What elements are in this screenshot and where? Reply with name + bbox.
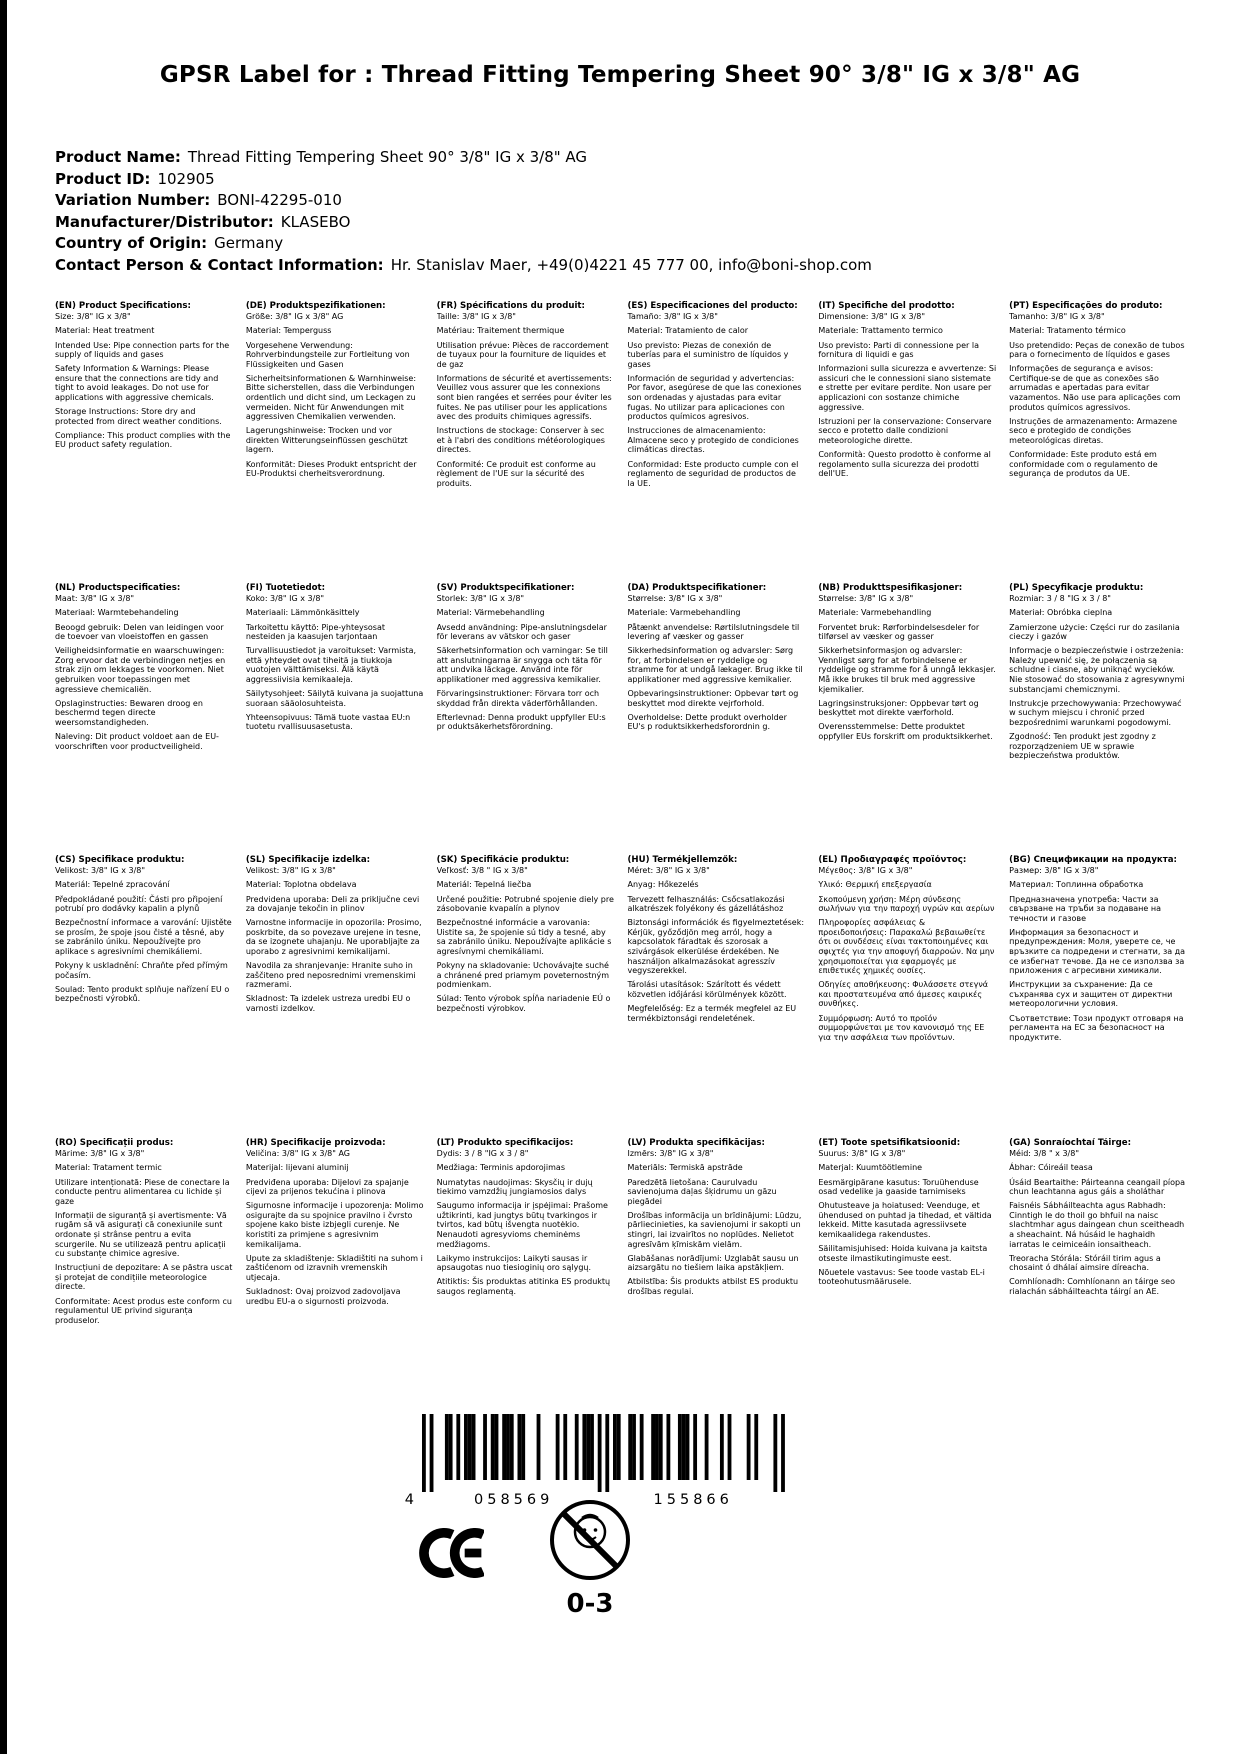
spec-paragraph: Soulad: Tento produkt splňuje nařízení EU o bezpečnosti výrobků. xyxy=(55,984,230,1004)
spec-paragraph: Größe: 3/8" IG x 3/8" AG xyxy=(245,312,344,322)
spec-paragraph: Materiāls: Termiskā apstrāde xyxy=(627,1163,743,1173)
spec-block-title: (FI) Tuotetiedot: xyxy=(245,583,326,593)
spec-paragraph: Nõuetele vastavus: See toode vastab EL-i tooteohutusmäärusele. xyxy=(818,1267,985,1287)
spec-block-nl xyxy=(55,583,233,855)
spec-block-title: (NL) Productspecificaties: xyxy=(55,583,181,593)
spec-paragraph: Tarkoitettu käyttö: Pipe-yhteysosat nesteiden ja kaasujen tarjontaan xyxy=(245,622,386,642)
spec-paragraph: Størrelse: 3/8" IG x 3/8" xyxy=(627,594,723,604)
spec-block-title: (SV) Produktspecifikationer: xyxy=(436,583,575,593)
spec-paragraph: Uso previsto: Piezas de conexión de tuberías para el suministro de líquidos y gases xyxy=(627,340,789,369)
spec-paragraph: Forventet bruk: Rørforbindelsesdeler for tilførsel av væsker og gasser xyxy=(818,622,980,642)
spec-block-lt xyxy=(437,1138,615,1438)
spec-paragraph: Conformità: Questo prodotto è conforme al regolamento sulla sicurezza dei prodotti dell'UE. xyxy=(818,449,991,479)
info-value: 102905 xyxy=(157,169,215,188)
spec-paragraph: Materiale: Trattamento termico xyxy=(818,326,943,336)
info-value: Thread Fitting Tempering Sheet 90° 3/8" IG x 3/8" AG xyxy=(187,148,588,166)
spec-paragraph: Uso previsto: Parti di connessione per la fornitura di liquidi e gas xyxy=(818,340,979,360)
spec-block-es xyxy=(627,301,805,583)
spec-paragraph: Storage Instructions: Store dry and protected from direct weather conditions. xyxy=(55,407,222,426)
spec-paragraph: Velikost: 3/8" IG x 3/8" xyxy=(245,866,336,876)
spec-paragraph: Efterlevnad: Denna produkt uppfyller EU:s pr oduktsäkerhetsförordning. xyxy=(436,712,606,732)
spec-paragraph: Instrucțiuni de depozitare: A se păstra uscat și protejat de condițiile meteorologice directe. xyxy=(55,1263,233,1292)
spec-paragraph: Numatytas naudojimas: Skysčių ir dujų tiekimo vamzdžių jungiamosios dalys xyxy=(436,1177,593,1197)
spec-paragraph: Tamanho: 3/8" IG x 3/8" xyxy=(1009,312,1105,322)
spec-paragraph: Izmērs: 3/8" IG x 3/8" xyxy=(627,1149,714,1159)
spec-paragraph: Информация за безопасност и предупреждения: Моля, уверете се, че връзките са подредени и стегнати, за да се избегнат течове. Да не се използва за приложения с агресивни химикали. xyxy=(1009,927,1186,976)
spec-paragraph: Navodila za shranjevanje: Hranite suho in zaščiteno pred neposrednimi vremenskimi razmerami. xyxy=(245,961,416,990)
spec-paragraph: Instruções de armazenamento: Armazene seco e protegido de condições meteorológicas diretas. xyxy=(1009,416,1178,445)
spec-paragraph: Material: Heat treatment xyxy=(55,326,155,336)
barcode-digits-left: 058569 xyxy=(474,1492,554,1506)
spec-paragraph: Informacje o bezpieczeństwie i ostrzeżenia: Należy upewnić się, że połączenia są schludne i ciasne, aby uniknąć wycieków. Nie stosować do stosowania z agresywnymi substancjami chemicznymi. xyxy=(1009,646,1185,694)
spec-block-title: (LV) Produkta specifikācijas: xyxy=(627,1138,765,1148)
spec-paragraph: Istruzioni per la conservazione: Conservare secco e protetto dalle condizioni meteorologiche dirette. xyxy=(818,416,992,445)
spec-paragraph: Veličina: 3/8" IG x 3/8" AG xyxy=(245,1149,350,1159)
info-value: BONI-42295-010 xyxy=(217,191,342,209)
spec-paragraph: Naleving: Dit product voldoet aan de EU-voorschriften voor productveiligheid. xyxy=(55,731,219,751)
spec-paragraph: Materjal: Kuumtöötlemine xyxy=(818,1163,923,1173)
spec-block-el xyxy=(818,855,996,1138)
spec-block-title: (EL) Προδιαγραφές προϊόντος: xyxy=(818,855,967,865)
spec-paragraph: Avsedd användning: Pipe-anslutningsdelar för leverans av vätskor och gaser xyxy=(436,622,607,642)
spec-paragraph: Suurus: 3/8" IG x 3/8" xyxy=(818,1149,906,1159)
spec-paragraph: Sigurnosne informacije i upozorenja: Molimo osigurajte da su spojnice pravilno i čvrsto spojene kako biste izbjegli curenje. Ne koristiti za primjene s agresivnim kemikalijama. xyxy=(245,1201,424,1249)
spec-paragraph: Säkerhetsinformation och varningar: Se till att anslutningarna är snygga och täta för att undvika läckage. Använd inte för applikationer med aggressiva kemikalier. xyxy=(436,646,608,684)
spec-paragraph: Dydis: 3 / 8 "IG x 3 / 8" xyxy=(436,1149,529,1159)
spec-paragraph: Eesmärgipärane kasutus: Toruühenduse osad vedelike ja gaaside tarnimiseks xyxy=(818,1177,979,1197)
spec-block-ga xyxy=(1009,1138,1187,1438)
spec-paragraph: Koko: 3/8" IG x 3/8" xyxy=(245,594,325,604)
spec-block-title: (RO) Specificații produs: xyxy=(55,1138,174,1148)
spec-paragraph: Størrelse: 3/8" IG x 3/8" xyxy=(818,594,914,604)
spec-paragraph: Tervezett felhasználás: Csőcsatlakozási alkatrészek folyékony és gázellátáshoz xyxy=(627,894,785,914)
spec-paragraph: Συμμόρφωση: Αυτό το προϊόν συμμορφώνεται με τον κανονισμό της ΕΕ για την ασφάλεια των προϊόντων. xyxy=(818,1013,985,1042)
spec-block-title: (IT) Specifiche del prodotto: xyxy=(818,301,955,311)
spec-paragraph: Tárolási utasítások: Szárított és védett közvetlen időjárási körülmények között. xyxy=(627,980,787,999)
spec-paragraph: Material: Temperguss xyxy=(245,326,332,336)
spec-block-title: (BG) Спецификации на продукта: xyxy=(1009,855,1177,865)
spec-paragraph: Lagringsinstruksjoner: Oppbevar tørt og beskyttet mot direkte værforhold. xyxy=(818,698,979,718)
info-value: Hr. Stanislav Maer, +49(0)4221 45 777 00, info@boni-shop.com xyxy=(390,255,872,274)
spec-paragraph: Säilytysohjeet: Säilytä kuivana ja suojattuna suoraan sääolosuhteista. xyxy=(245,689,424,708)
spec-paragraph: Materijal: lijevani aluminij xyxy=(245,1163,349,1173)
barcode-digit-first: 4 xyxy=(404,1492,414,1506)
spec-paragraph: Предназначена употреба: Части за свързване на тръби за подаване на течности и газове xyxy=(1009,894,1162,923)
spec-paragraph: Rozmiar: 3 / 8 "IG x 3 / 8" xyxy=(1009,594,1111,604)
spec-paragraph: Drošības informācija un brīdinājumi: Lūdzu, pārliecinieties, ka savienojumi ir sakopti un stingri, lai izvairītos no noplūdes. Nelietot agresīvām ķīmiskām vielām. xyxy=(627,1210,802,1249)
info-line xyxy=(55,147,1155,169)
spec-paragraph: Upute za skladištenje: Skladištiti na suhom i zaštićenom od izravnih vremenskih utjecaja. xyxy=(245,1253,423,1282)
spec-block-title: (PL) Specyfikacje produktu: xyxy=(1009,583,1144,593)
info-line xyxy=(55,212,1155,234)
spec-block-title: (ET) Toote spetsifikatsioonid: xyxy=(818,1138,961,1148)
spec-paragraph: Taille: 3/8" IG x 3/8" xyxy=(436,312,516,322)
spec-block-title: (CS) Specifikace produktu: xyxy=(55,855,185,865)
spec-block-pl xyxy=(1009,583,1187,855)
spec-block-de xyxy=(246,301,424,583)
spec-block-title: (NB) Produkttspesifikasjoner: xyxy=(818,583,963,593)
spec-block-fi xyxy=(246,583,424,855)
spec-paragraph: Sikkerhedsinformation og advarsler: Sørg for, at forbindelsen er ryddelige og stramme for at undgå lækager. Brug ikke til applikationer med aggressive kemikalier. xyxy=(627,646,803,684)
spec-paragraph: Yhteensopivuus: Tämä tuote vastaa EU:n tuotetu rvallisuusasetusta. xyxy=(245,712,411,732)
spec-paragraph: Ábhar: Cóireáil teasa xyxy=(1009,1163,1093,1173)
spec-block-fr xyxy=(437,301,615,583)
spec-paragraph: Pokyny na skladovanie: Uchovávajte suché a chránené pred priamym poveternostným podmienkam. xyxy=(436,961,610,990)
spec-paragraph: Opslaginstructies: Bewaren droog en beschermd tegen directe weersomstandigheden. xyxy=(55,698,203,727)
spec-paragraph: Πληροφορίες ασφάλειας & προειδοποιήσεις: Παρακαλώ βεβαιωθείτε ότι οι συνδέσεις είναι τακτοποιημένες και σφιχτές για την αποφυγή διαρροών. Να μην χρησιμοποιείται για εφαρμογές με επιθετικές χημικές ουσίες. xyxy=(818,918,995,976)
spec-paragraph: Materiaali: Lämmönkäsittely xyxy=(245,608,360,618)
spec-paragraph: Conformidad: Este producto cumple con el reglamento de seguridad de productos de la UE. xyxy=(627,459,799,488)
spec-paragraph: Instrucciones de almacenamiento: Almacene seco y protegido de condiciones climáticas directas. xyxy=(627,426,799,455)
info-label: Country of Origin: xyxy=(55,234,208,252)
spec-paragraph: Konformität: Dieses Produkt entspricht der EU-Produktsi cherheitsverordnung. xyxy=(245,459,417,479)
spec-block-title: (FR) Spécifications du produit: xyxy=(436,301,585,311)
spec-paragraph: Οδηγίες αποθήκευσης: Φυλάσσετε στεγνά και προστατευμένα από άμεσες καιρικές συνθήκες. xyxy=(818,980,989,1009)
spec-block-title: (SK) Špecifikácie produktu: xyxy=(436,855,570,865)
info-label: Product ID: xyxy=(55,169,151,188)
spec-paragraph: Glabāšanas norādījumi: Uzglabāt sausu un aizsargātu no tiešiem laika apstākļiem. xyxy=(627,1253,799,1273)
spec-paragraph: Maat: 3/8" IG x 3/8" xyxy=(55,594,135,604)
spec-block-lv xyxy=(627,1138,805,1438)
spec-paragraph: Veiligheidsinformatie en waarschuwingen: Zorg ervoor dat de verbindingen netjes en strak zijn om lekkages te voorkomen. Niet gebruiken voor toepassingen met agressieve chemicaliën. xyxy=(55,646,226,694)
spec-paragraph: Zamierzone użycie: Części rur do zasilania cieczy i gazów xyxy=(1009,622,1180,642)
spec-paragraph: Intended Use: Pipe connection parts for the supply of liquids and gases xyxy=(55,340,230,360)
spec-paragraph: Conformidade: Este produto está em conformidade com o regulamento de segurança de produtos da UE. xyxy=(1009,449,1158,479)
info-line xyxy=(55,190,1155,212)
spec-paragraph: Σκοπούμενη χρήση: Μέρη σύνδεσης σωλήνων για την παροχή υγρών και αερίων xyxy=(818,894,995,914)
spec-paragraph: Medžiaga: Terminis apdorojimas xyxy=(436,1163,565,1173)
spec-paragraph: Saugumo informacija ir įspėjimai: Prašome užtikrinti, kad jungtys būtų tvarkingos ir tvirtos, kad būtų išvengta nuotėkio. Nenaudoti agresyvioms cheminėms medžiagoms. xyxy=(436,1201,608,1249)
spec-block-title: (GA) Sonraíochtaí Táirge: xyxy=(1009,1138,1132,1148)
spec-block-title: (DE) Produktspezifikationen: xyxy=(245,301,386,311)
spec-paragraph: Υλικό: Θερμική επεξεργασία xyxy=(818,880,932,890)
spec-paragraph: Conformitate: Acest produs este conform cu regulamentul UE privind siguranța produselor. xyxy=(55,1296,232,1325)
spec-block-pt xyxy=(1009,301,1187,583)
spec-block-cs xyxy=(55,855,233,1138)
spec-paragraph: Zgodność: Ten produkt jest zgodny z rozporządzeniem UE w sprawie bezpieczeństwa produktów. xyxy=(1009,731,1156,761)
spec-paragraph: Material: Värmebehandling xyxy=(436,608,545,618)
info-value: Germany xyxy=(214,234,284,252)
spec-paragraph: Megfelelőség: Ez a termék megfelel az EU termékbiztonsági rendeletének. xyxy=(627,1003,797,1023)
spec-paragraph: Informații de siguranță și avertismente: Vă rugăm să vă asigurați că conexiunile sunt ordonate și strânse pentru a evita scurgerile. Nu se utilizează pentru aplicații cu substanțe chimice agresive. xyxy=(55,1210,227,1259)
spec-block-it xyxy=(818,301,996,583)
spec-paragraph: Материал: Топлинна обработка xyxy=(1009,880,1144,890)
spec-paragraph: Material: Tratamiento de calor xyxy=(627,326,748,336)
spec-paragraph: Safety Information & Warnings: Please ensure that the connections are tidy and tight to avoid leakages. Do not use for applications with aggressive chemicals. xyxy=(55,364,219,402)
spec-paragraph: Veľkosť: 3/8 " IG x 3/8" xyxy=(436,866,528,876)
spec-paragraph: Bezpečnostné informácie a varovania: Uistite sa, že spojenie sú tidy a tesné, aby sa zabránilo úniku. Nepoužívajte aplikácie s agresívnymi chemikáliami. xyxy=(436,918,612,956)
spec-paragraph: Súlad: Tento výrobok spĺňa nariadenie EÚ o bezpečnosti výrobkov. xyxy=(436,994,611,1013)
spec-paragraph: Съответствие: Този продукт отговаря на регламента на ЕС за безопасност на продуктите. xyxy=(1009,1013,1184,1042)
spec-paragraph: Informations de sécurité et avertissements: Veuillez vous assurer que les connexions sont bien rangées et serrées pour éviter les fuites. Ne pas utiliser pour les applications avec des produits chimiques agressifs. xyxy=(436,373,612,422)
left-edge-mark xyxy=(0,0,7,1754)
spec-paragraph: Určené použitie: Potrubné spojenie diely pre zásobovanie kvapalín a plynov xyxy=(436,894,614,914)
spec-paragraph: Storlek: 3/8" IG x 3/8" xyxy=(436,594,525,604)
spec-paragraph: Předpokládané použití: Části pro připojení potrubí pro dodávky kapalin a plynů xyxy=(55,894,223,914)
spec-paragraph: Material: Toplotna obdelava xyxy=(245,880,357,890)
spec-paragraph: Dimensione: 3/8" IG x 3/8" xyxy=(818,312,926,322)
spec-paragraph: Méid: 3/8 " x 3/8" xyxy=(1009,1149,1079,1159)
spec-block-title: (ES) Especificaciones del producto: xyxy=(627,301,798,311)
spec-paragraph: Comhlíonadh: Comhlíonann an táirge seo rialachán sábháilteachta táirgí an AE. xyxy=(1009,1277,1175,1296)
spec-paragraph: Materiale: Varmebehandling xyxy=(818,608,932,618)
spec-paragraph: Säilitamisjuhised: Hoida kuivana ja kaitsta otseste ilmastikutingimuste eest. xyxy=(818,1244,988,1263)
spec-block-title: (HU) Termékjellemzők: xyxy=(627,855,738,865)
spec-paragraph: Informazioni sulla sicurezza e avvertenze: Si assicuri che le connessioni siano sistemate e strette per evitare perdite. Non usare per applicazioni con sostanze chimiche aggressive. xyxy=(818,364,997,412)
spec-paragraph: Instrukcje przechowywania: Przechowywać w suchym miejscu i chronić przed bezpośrednimi warunkami pogodowymi. xyxy=(1009,698,1182,727)
product-info xyxy=(55,147,1155,276)
barcode-digits-right: 155866 xyxy=(653,1492,733,1506)
ce-mark-icon xyxy=(412,1524,484,1582)
spec-paragraph: Atbilstība: Šis produkts atbilst ES produktu drošības regulai. xyxy=(627,1277,799,1296)
spec-paragraph: Uso pretendido: Peças de conexão de tubos para o fornecimento de líquidos e gases xyxy=(1009,340,1185,360)
info-line xyxy=(55,255,1155,277)
spec-block-hr xyxy=(246,1138,424,1438)
svg-text:0-3: 0-3 xyxy=(566,1589,614,1619)
spec-paragraph: Mărime: 3/8" IG x 3/8" xyxy=(55,1149,145,1159)
spec-block-hu xyxy=(627,855,805,1138)
spec-paragraph: Faisnéis Sábháilteachta agus Rabhadh: Cinntigh le do thoil go bhfuil na naisc slachtmhar agus daingean chun sceitheadh a sheachaint. Ná húsáid le haghaidh iarratas le ceimiceáin ionsaitheach. xyxy=(1009,1201,1185,1249)
spec-paragraph: Material: Tratamento térmico xyxy=(1009,326,1126,336)
spec-paragraph: Instructions de stockage: Conserver à sec et à l'abri des conditions météorologiques directes. xyxy=(436,426,605,455)
info-line xyxy=(55,169,1155,191)
spec-block-title: (HR) Specifikacije proizvoda: xyxy=(245,1138,386,1148)
spec-paragraph: Sukladnost: Ovaj proizvod zadovoljava uredbu EU-a o sigurnosti proizvoda. xyxy=(245,1286,401,1306)
info-label: Variation Number: xyxy=(55,191,211,209)
spec-paragraph: Förvaringsinstruktioner: Förvara torr och skyddad från direkta väderförhållanden. xyxy=(436,689,600,708)
spec-paragraph: Información de seguridad y advertencias: Por favor, asegúrese de que las conexiones son ordenadas y ajustadas para evitar fugas. No utilizar para aplicaciones con productos químicos agresivos. xyxy=(627,373,802,422)
spec-paragraph: Compliance: This product complies with the EU product safety regulation. xyxy=(55,430,231,450)
spec-paragraph: Размер: 3/8" IG x 3/8" xyxy=(1009,866,1099,876)
spec-paragraph: Μέγεθος: 3/8" IG x 3/8" xyxy=(818,866,913,876)
spec-paragraph: Utilisation prévue: Pièces de raccordement de tuyaux pour la fourniture de liquides et de gaz xyxy=(436,340,609,369)
spec-paragraph: Velikost: 3/8" IG x 3/8" xyxy=(55,866,146,876)
info-label: Product Name: xyxy=(55,148,181,166)
spec-paragraph: Size: 3/8" IG x 3/8" xyxy=(55,312,131,322)
spec-paragraph: Predviđena uporaba: Dijelovi za spajanje cijevi za prijenos tekućina i plinova xyxy=(245,1177,409,1197)
spec-paragraph: Påtænkt anvendelse: Rørtilslutningsdele til levering af væsker og gasser xyxy=(627,622,800,642)
spec-paragraph: Sicherheitsinformationen & Warnhinweise: Bitte sicherstellen, dass die Verbindungen ordentlich und dicht sind, um Leckagen zu vermeiden. Nicht für Anwendungen mit aggressiven Chemikalien verwenden. xyxy=(245,373,417,422)
age-warning-0-3-icon xyxy=(548,1490,632,1622)
spec-paragraph: Matériau: Traitement thermique xyxy=(436,326,565,336)
spec-paragraph: Turvallisuustiedot ja varoitukset: Varmista, että yhteydet ovat tiheitä ja tiukkoja vuotojen välttämiseksi. Älä käytä aggressiivisia kemikaaleja. xyxy=(245,646,417,684)
spec-paragraph: Sikkerhetsinformasjon og advarsler: Vennligst sørg for at forbindelsene er ryddelige og stramme for å unngå lekkasjer. Må ikke brukes til bruk med aggressive kjemikalier. xyxy=(818,646,996,694)
spec-paragraph: Materiál: Tepelná liečba xyxy=(436,880,532,890)
spec-paragraph: Material: Tratament termic xyxy=(55,1163,162,1173)
spec-paragraph: Lagerungshinweise: Trocken und vor direkten Witterungseinflüssen geschützt lagern. xyxy=(245,426,408,455)
spec-paragraph: Biztonsági információk és figyelmeztetések: Kérjük, győződjön meg arról, hogy a kapcsolatok fáradtak és szorosak a szivárgások elkerülése érdekében. Ne használjon alkalmazásokat agresszív vegyszerekkel. xyxy=(627,918,805,976)
spec-paragraph: Utilizare intenționată: Piese de conectare la conducte pentru alimentarea cu lichide și gaze xyxy=(55,1177,230,1206)
spec-paragraph: Skladnost: Ta izdelek ustreza uredbi EU o varnosti izdelkov. xyxy=(245,994,411,1013)
spec-block-sl xyxy=(246,855,424,1138)
spec-paragraph: Treoracha Stórála: Stóráil tirim agus a chosaint ó dhálaí aimsire díreacha. xyxy=(1009,1253,1161,1273)
spec-block-et xyxy=(818,1138,996,1438)
spec-grid xyxy=(55,301,1187,1438)
page-title: GPSR Label for : Thread Fitting Tempering Sheet 90° 3/8" IG x 3/8" AG xyxy=(159,62,1081,89)
spec-block-sv xyxy=(437,583,615,855)
spec-paragraph: Materiál: Tepelné zpracování xyxy=(55,880,170,890)
spec-paragraph: Beoogd gebruik: Delen van leidingen voor de toevoer van vloeistoffen en gassen xyxy=(55,622,224,642)
spec-paragraph: Opbevaringsinstruktioner: Opbevar tørt og beskyttet mod direkte vejrforhold. xyxy=(627,689,799,708)
spec-block-title: (SL) Specifikacije izdelka: xyxy=(245,855,371,865)
spec-paragraph: Overensstemmelse: Dette produktet oppfyller EUs forskrift om produktsikkerhet. xyxy=(818,722,993,741)
spec-block-title: (LT) Produkto specifikacijos: xyxy=(436,1138,574,1148)
spec-paragraph: Materiale: Varmebehandling xyxy=(627,608,741,618)
spec-paragraph: Atitiktis: Šis produktas atitinka ES produktų saugos reglamentą. xyxy=(436,1277,611,1296)
spec-paragraph: Úsáid Beartaithe: Páirteanna ceangail píopa chun leachtanna agus gáis a sholáthar xyxy=(1009,1177,1186,1197)
spec-paragraph: Vorgesehene Verwendung: Rohrverbindungsteile zur Fortleitung von Flüssigkeiten und Gasen xyxy=(245,340,410,369)
spec-paragraph: Informações de segurança e avisos: Certifique-se de que as conexões são arrumadas e apertadas para evitar vazamentos. Não use para aplicações com produtos químicos agressivos. xyxy=(1009,364,1181,412)
spec-block-title: (PT) Especificações do produto: xyxy=(1009,301,1163,311)
spec-block-da xyxy=(627,583,805,855)
spec-paragraph: Materiał: Obróbka cieplna xyxy=(1009,608,1113,618)
spec-paragraph: Overholdelse: Dette produkt overholder EU's p roduktsikkerhedsforordnin g. xyxy=(627,712,787,732)
spec-block-nb xyxy=(818,583,996,855)
spec-paragraph: Bezpečnostní informace a varování: Ujistěte se prosím, že spoje jsou čisté a těsné, aby se zabránilo úniku. Nepoužívejte pro aplikace s agresivními chemikáliemi. xyxy=(55,918,232,956)
info-value: KLASEBO xyxy=(280,212,351,231)
spec-paragraph: Paredzētā lietošana: Caurulvadu savienojuma daļas šķidrumu un gāzu piegādei xyxy=(627,1177,777,1206)
spec-paragraph: Materiaal: Warmtebehandeling xyxy=(55,608,179,618)
spec-block-ro xyxy=(55,1138,233,1438)
info-line xyxy=(55,233,1155,255)
spec-block-sk xyxy=(437,855,615,1138)
spec-paragraph: Laikymo instrukcijos: Laikyti sausas ir apsaugotas nuo tiesioginių oro sąlygų. xyxy=(436,1253,592,1273)
spec-paragraph: Varnostne informacije in opozorila: Prosimo, poskrbite, da so povezave urejene in tesne, da se izognete uhajanju. Ne uporabljajte za uporabo z agresivnimi kemikalijami. xyxy=(245,918,422,956)
spec-block-en xyxy=(55,301,233,583)
spec-paragraph: Méret: 3/8" IG x 3/8" xyxy=(627,866,710,876)
spec-paragraph: Pokyny k uskladnění: Chraňte před přímým počasím. xyxy=(55,961,228,980)
spec-paragraph: Ohutusteave ja hoiatused: Veenduge, et ühendused on puhtad ja tihedad, et vältida lekkeid. Mitte kasutada agressiivsete kemikaalidega rakendustes. xyxy=(818,1201,992,1239)
spec-block-title: (EN) Product Specifications: xyxy=(55,301,191,311)
spec-paragraph: Tamaño: 3/8" IG x 3/8" xyxy=(627,312,718,322)
spec-block-title: (DA) Produktspecifikationer: xyxy=(627,583,767,593)
spec-paragraph: Инструкции за съхранение: Да се съхранява сух и защитен от директни метеорологични условия. xyxy=(1009,980,1173,1009)
spec-paragraph: Conformité: Ce produit est conforme au règlement de l'UE sur la sécurité des produits. xyxy=(436,459,596,488)
spec-paragraph: Predvidena uporaba: Deli za priključne cevi za dovajanje tekočin in plinov xyxy=(245,894,420,914)
info-label: Manufacturer/Distributor: xyxy=(55,212,274,231)
spec-block-bg xyxy=(1009,855,1187,1138)
spec-paragraph: Anyag: Hőkezelés xyxy=(627,880,699,890)
info-label: Contact Person & Contact Information: xyxy=(55,255,384,274)
